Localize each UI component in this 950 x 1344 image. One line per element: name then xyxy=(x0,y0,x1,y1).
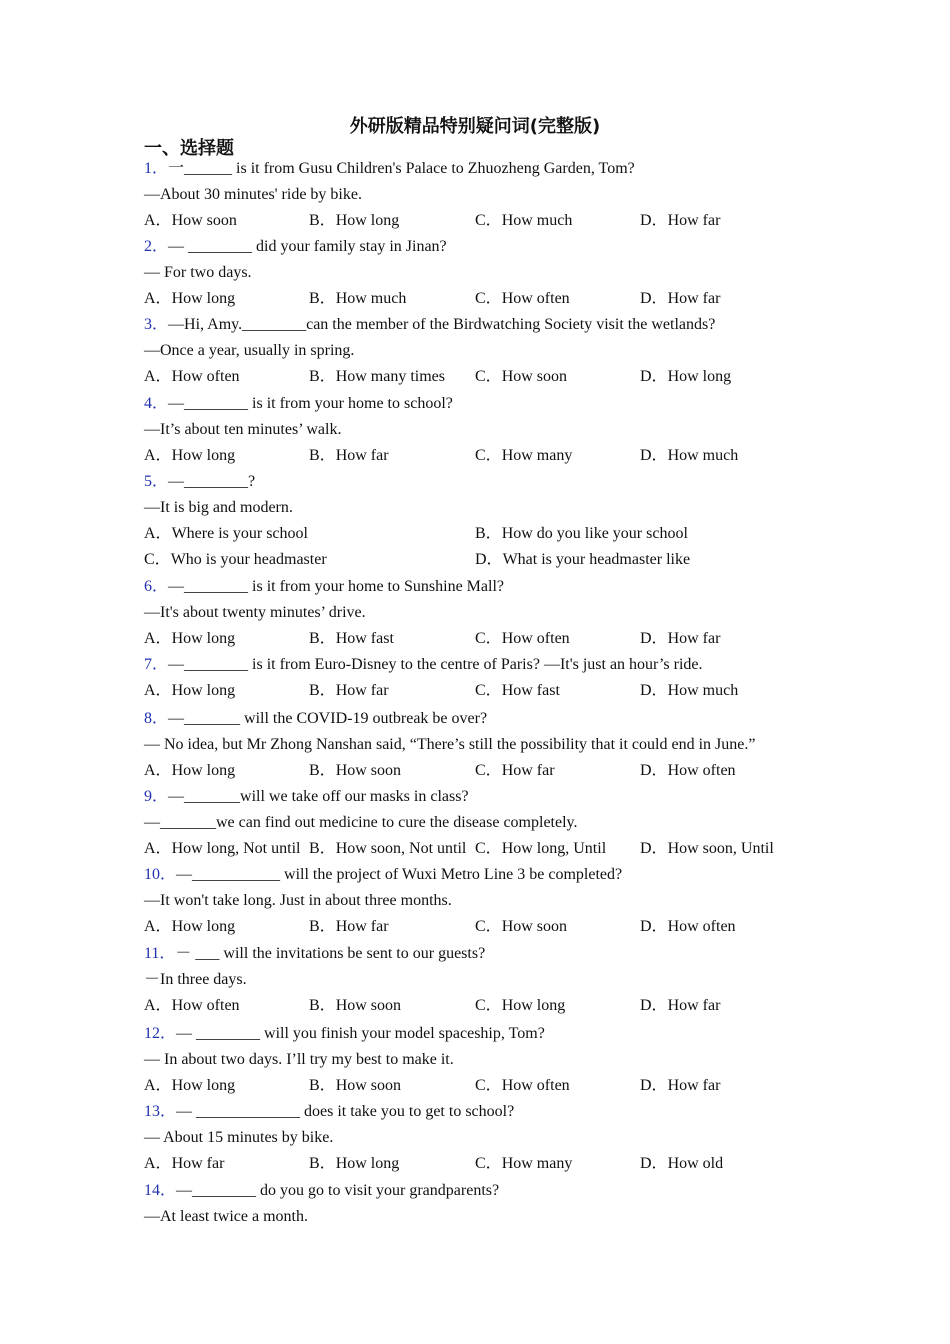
question-stem: —_______will we take off our masks in class? xyxy=(168,788,469,805)
answer-line: —About 30 minutes' ride by bike. xyxy=(144,186,362,203)
answer-line: —It’s about ten minutes’ walk. xyxy=(144,421,342,438)
option-a[interactable]: A．How long xyxy=(144,918,236,935)
option-b[interactable]: B．How long xyxy=(309,1155,400,1172)
options-row xyxy=(144,993,814,1019)
question-12 xyxy=(144,1021,814,1099)
options-row xyxy=(144,836,814,862)
question-number: 12． xyxy=(144,1025,177,1042)
option-c[interactable]: C．How much xyxy=(475,212,573,229)
option-a[interactable]: A．How long xyxy=(144,290,236,307)
options-row xyxy=(144,208,814,234)
option-a[interactable]: A．How far xyxy=(144,1155,225,1172)
question-stem: —________? xyxy=(168,473,256,490)
question-8 xyxy=(144,706,814,784)
question-stem: —___________ will the project of Wuxi Metro Line 3 be completed? xyxy=(176,866,623,883)
option-a[interactable]: A．Where is your school xyxy=(144,525,308,542)
option-a[interactable]: A．How long xyxy=(144,682,236,699)
question-4 xyxy=(144,391,814,469)
option-c[interactable]: C．How far xyxy=(475,762,555,779)
option-b[interactable]: B．How soon xyxy=(309,1077,402,1094)
question-stem: － ___ will the invitations be sent to our guests? xyxy=(175,945,486,962)
option-c[interactable]: C．How long xyxy=(475,997,566,1014)
question-7 xyxy=(144,652,814,704)
question-stem: —_______ will the COVID-19 outbreak be over? xyxy=(168,710,488,727)
question-3 xyxy=(144,312,814,390)
option-c[interactable]: C．How long, Until xyxy=(475,840,607,857)
options-row xyxy=(144,1151,814,1177)
question-1 xyxy=(144,156,814,234)
question-number: 10． xyxy=(144,866,177,883)
options-row xyxy=(144,364,814,390)
option-c[interactable]: C．How soon xyxy=(475,918,568,935)
question-stem: —________ is it from Euro-Disney to the centre of Paris? —It's just an hour’s ride. xyxy=(168,656,703,673)
option-b[interactable]: B．How far xyxy=(309,682,389,699)
option-a[interactable]: A．How soon xyxy=(144,212,237,229)
option-b[interactable]: B．How many times xyxy=(309,368,446,385)
question-number: 13． xyxy=(144,1103,177,1120)
option-b[interactable]: B．How far xyxy=(309,918,389,935)
answer-line: — For two days. xyxy=(144,264,252,281)
option-b[interactable]: B．How far xyxy=(309,447,389,464)
option-c[interactable]: C．Who is your headmaster xyxy=(144,551,327,568)
question-14 xyxy=(144,1178,814,1230)
question-number: 8． xyxy=(144,710,169,727)
option-a[interactable]: A．How long, Not until xyxy=(144,840,301,857)
option-d[interactable]: D．How far xyxy=(640,630,721,647)
question-number: 4． xyxy=(144,395,169,412)
answer-line: — In about two days. I’ll try my best to make it. xyxy=(144,1051,454,1068)
answer-line: —Once a year, usually in spring. xyxy=(144,342,355,359)
option-b[interactable]: B．How soon, Not until xyxy=(309,840,467,857)
option-d[interactable]: D．How far xyxy=(640,212,721,229)
question-number: 6． xyxy=(144,578,169,595)
option-d[interactable]: D．How far xyxy=(640,290,721,307)
option-a[interactable]: A．How long xyxy=(144,447,236,464)
options-row xyxy=(144,521,814,547)
section-heading: 一、选择题 xyxy=(144,138,234,159)
question-number: 1． xyxy=(144,160,169,177)
option-c[interactable]: C．How often xyxy=(475,1077,570,1094)
option-a[interactable]: A．How long xyxy=(144,762,236,779)
option-b[interactable]: B．How long xyxy=(309,212,400,229)
options-row xyxy=(144,914,814,940)
answer-line: —It won't take long. Just in about three months. xyxy=(144,892,452,909)
answer-line: —_______we can find out medicine to cure the disease completely. xyxy=(144,814,578,831)
options-row xyxy=(144,758,814,784)
question-stem: —Hi, Amy.________can the member of the Birdwatching Society visit the wetlands? xyxy=(168,316,716,333)
option-c[interactable]: C．How often xyxy=(475,630,570,647)
option-d[interactable]: D．How far xyxy=(640,1077,721,1094)
question-10 xyxy=(144,862,814,940)
option-c[interactable]: C．How often xyxy=(475,290,570,307)
question-number: 7． xyxy=(144,656,169,673)
question-stem: — ________ will you finish your model spaceship, Tom? xyxy=(176,1025,545,1042)
option-a[interactable]: A．How often xyxy=(144,997,240,1014)
option-c[interactable]: C．How soon xyxy=(475,368,568,385)
options-row xyxy=(144,547,814,573)
option-b[interactable]: B．How do you like your school xyxy=(475,525,688,542)
question-stem: 一______ is it from Gusu Children's Palace to Zhuozheng Garden, Tom? xyxy=(168,160,635,177)
option-d[interactable]: D．How often xyxy=(640,918,736,935)
option-d[interactable]: D．What is your headmaster like xyxy=(475,551,691,568)
option-b[interactable]: B．How much xyxy=(309,290,407,307)
answer-line: －In three days. xyxy=(144,971,247,988)
question-stem: —________ is it from your home to school? xyxy=(168,395,453,412)
question-2 xyxy=(144,234,814,312)
option-c[interactable]: C．How fast xyxy=(475,682,560,699)
option-d[interactable]: D．How long xyxy=(640,368,732,385)
question-9 xyxy=(144,784,814,862)
question-stem: — ________ did your family stay in Jinan? xyxy=(168,238,447,255)
question-stem: — _____________ does it take you to get to school? xyxy=(176,1103,515,1120)
question-number: 5． xyxy=(144,473,169,490)
question-stem: —________ do you go to visit your grandparents? xyxy=(176,1182,500,1199)
question-6 xyxy=(144,574,814,652)
answer-line: — No idea, but Mr Zhong Nanshan said, “There’s still the possibility that it could end in June.” xyxy=(144,736,756,753)
option-d[interactable]: D．How much xyxy=(640,682,739,699)
options-row xyxy=(144,443,814,469)
option-a[interactable]: A．How long xyxy=(144,630,236,647)
option-b[interactable]: B．How fast xyxy=(309,630,394,647)
document-title: 外研版精品特别疑问词(完整版) xyxy=(349,116,601,137)
answer-line: —At least twice a month. xyxy=(144,1208,308,1225)
option-d[interactable]: D．How soon, Until xyxy=(640,840,774,857)
question-stem: —________ is it from your home to Sunshine Mall? xyxy=(168,578,504,595)
option-d[interactable]: D．How far xyxy=(640,997,721,1014)
option-a[interactable]: A．How often xyxy=(144,368,240,385)
answer-line: —It's about twenty minutes’ drive. xyxy=(144,604,366,621)
options-row xyxy=(144,678,814,704)
question-number: 3． xyxy=(144,316,169,333)
option-b[interactable]: B．How soon xyxy=(309,997,402,1014)
options-row xyxy=(144,626,814,652)
option-d[interactable]: D．How old xyxy=(640,1155,724,1172)
option-b[interactable]: B．How soon xyxy=(309,762,402,779)
option-a[interactable]: A．How long xyxy=(144,1077,236,1094)
question-number: 11． xyxy=(144,945,176,962)
option-c[interactable]: C．How many xyxy=(475,447,573,464)
question-number: 9． xyxy=(144,788,169,805)
options-row xyxy=(144,286,814,312)
question-11 xyxy=(144,941,814,1019)
option-d[interactable]: D．How often xyxy=(640,762,736,779)
option-c[interactable]: C．How many xyxy=(475,1155,573,1172)
question-13 xyxy=(144,1099,814,1177)
answer-line: —It is big and modern. xyxy=(144,499,293,516)
question-5 xyxy=(144,469,814,573)
option-d[interactable]: D．How much xyxy=(640,447,739,464)
answer-line: — About 15 minutes by bike. xyxy=(144,1129,334,1146)
question-number: 14． xyxy=(144,1182,177,1199)
question-number: 2． xyxy=(144,238,169,255)
options-row xyxy=(144,1073,814,1099)
